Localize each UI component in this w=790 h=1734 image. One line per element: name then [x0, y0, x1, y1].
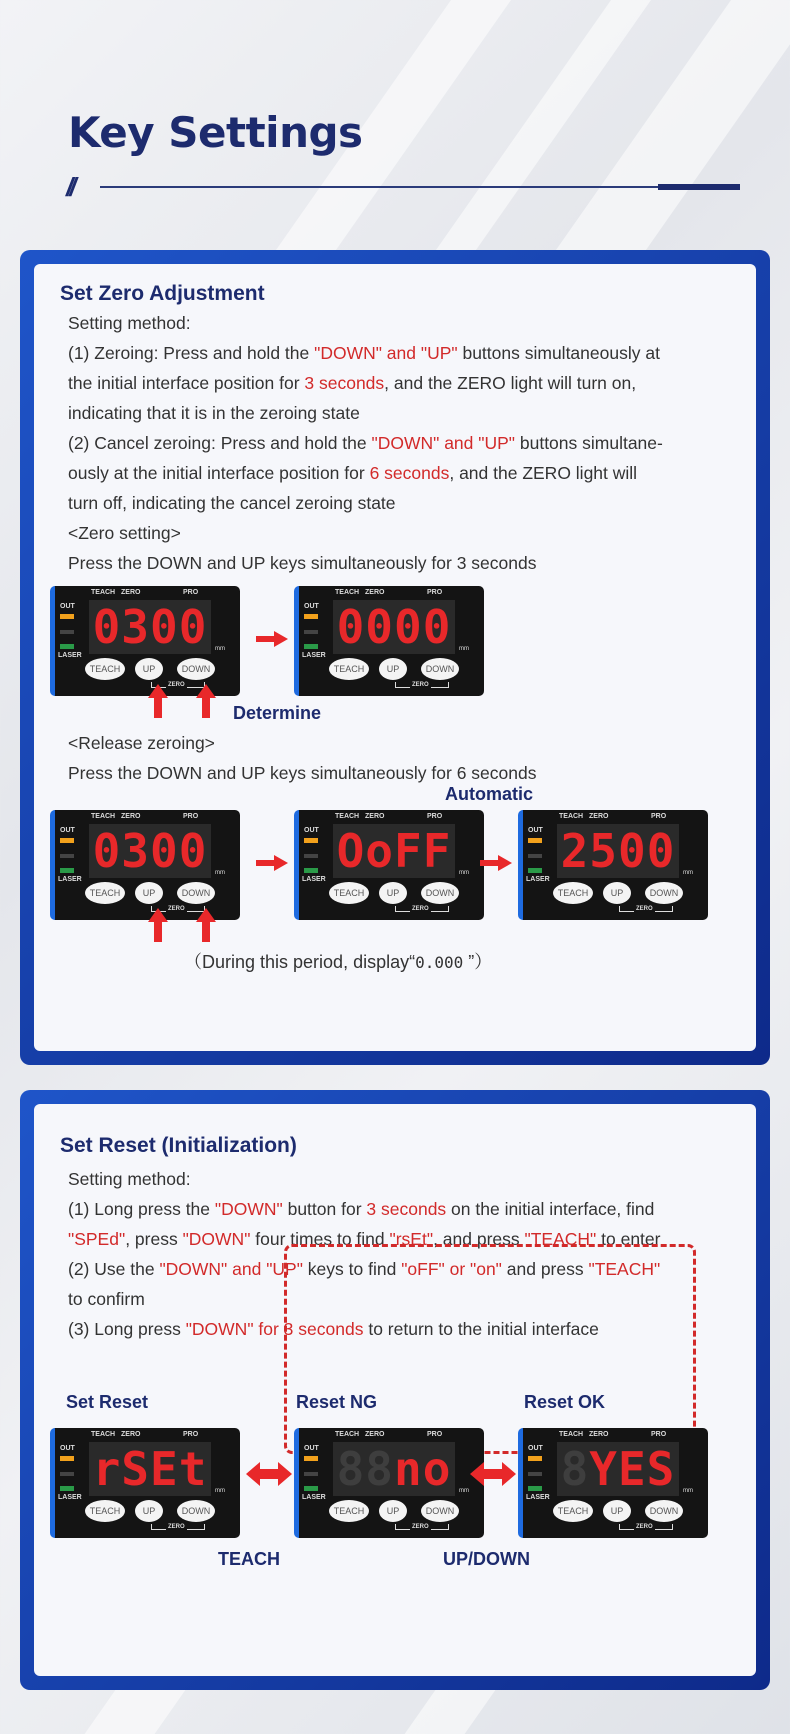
out-led: [60, 614, 74, 619]
right-arrow-icon: [256, 855, 288, 871]
laser-label: LASER: [58, 652, 82, 659]
updown-label: UP/DOWN: [443, 1549, 530, 1569]
display-digits: [557, 1442, 679, 1496]
zero-adjustment-card: [20, 250, 770, 1065]
lit-digits: no: [394, 1442, 452, 1496]
zero-indicator-label: ZERO: [121, 1431, 141, 1438]
title-divider: [100, 186, 740, 188]
teach-indicator-label: TEACH: [559, 1431, 584, 1438]
up-arrow-icon: [196, 908, 216, 942]
unlit-digits: 88: [336, 1442, 394, 1496]
title-slash-decoration: //: [66, 172, 73, 202]
device-panel: [518, 1428, 708, 1538]
up-arrow-icon: [148, 908, 168, 942]
display-screen: [333, 1442, 455, 1496]
laser-led: [60, 868, 74, 873]
out-label: OUT: [304, 827, 319, 834]
pro-indicator-label: PRO: [183, 589, 199, 596]
display-screen: [89, 1442, 211, 1496]
zero-combo-label: ZERO: [636, 906, 653, 912]
lit-digits: rSEt: [92, 1442, 208, 1496]
setting-method-text: Setting method: (1) Long press the "DOWN" button for 3 seconds on the initial interface, find "SPEd", press "DOWN" four times to find "rsEt", and press "TEACH" to enter (2) Use the "DOWN" and "UP" keys to find "oFF" or "on" and press "TEACH" to confirm (3) Long press "DOWN" for 3 seconds to return to the initial interface: [68, 1169, 661, 1339]
double-arrow-icon: [470, 1462, 516, 1486]
status-led: [528, 854, 542, 858]
right-arrow-icon: [256, 631, 288, 647]
display-screen: [89, 824, 211, 878]
unit-label: mm: [215, 1488, 225, 1494]
zero-combo-label: ZERO: [168, 906, 185, 912]
up-button[interactable]: UP: [135, 1500, 163, 1522]
down-button[interactable]: DOWN: [177, 658, 215, 680]
up-button[interactable]: UP: [135, 658, 163, 680]
zero-indicator-label: ZERO: [365, 589, 385, 596]
out-led: [304, 614, 318, 619]
teach-indicator-label: TEACH: [91, 1431, 116, 1438]
pro-indicator-label: PRO: [183, 813, 199, 820]
lit-digits: 0000: [336, 600, 452, 654]
zero-combo-label: ZERO: [412, 682, 429, 688]
out-led: [60, 838, 74, 843]
teach-button[interactable]: TEACH: [85, 658, 125, 680]
zero-combo-label: ZERO: [412, 1524, 429, 1530]
out-led: [528, 1456, 542, 1461]
up-button[interactable]: UP: [135, 882, 163, 904]
laser-label: LASER: [302, 876, 326, 883]
down-button[interactable]: DOWN: [645, 882, 683, 904]
lit-digits: OoFF: [336, 824, 452, 878]
unit-label: mm: [459, 1488, 469, 1494]
out-label: OUT: [60, 603, 75, 610]
setting-method-text: Setting method: (1) Zeroing: Press and hold the "DOWN" and "UP" buttons simultaneously at the initial interface position for 3 seconds, and the ZERO light will turn on, indicating that it is in the zeroing state (2) Cancel zeroing: Press and hold the "DOWN" and "UP" buttons simultane- ously at the initial interface position for 6 seconds, and the ZERO light will turn off, indicating the cancel zeroing state <Zero setting> Press the DOWN and UP keys simultaneously for 3 seconds: [68, 313, 663, 573]
zero-indicator-label: ZERO: [121, 813, 141, 820]
unit-label: mm: [215, 646, 225, 652]
display-screen: [333, 600, 455, 654]
determine-label: Determine: [233, 703, 322, 723]
up-button[interactable]: UP: [379, 658, 407, 680]
up-button[interactable]: UP: [379, 1500, 407, 1522]
display-digits: [557, 824, 679, 878]
reset-options-dashed-box: [284, 1244, 696, 1454]
laser-label: LASER: [526, 876, 550, 883]
device-panel: [50, 586, 240, 696]
out-label: OUT: [304, 603, 319, 610]
device-panel: [50, 1428, 240, 1538]
teach-button[interactable]: TEACH: [329, 658, 369, 680]
up-arrow-icon: [148, 684, 168, 718]
lit-digits: 2500: [560, 824, 676, 878]
down-button[interactable]: DOWN: [421, 658, 459, 680]
unit-label: mm: [683, 1488, 693, 1494]
up-button[interactable]: UP: [603, 882, 631, 904]
unit-label: mm: [459, 870, 469, 876]
pro-indicator-label: PRO: [427, 1431, 443, 1438]
zero-indicator-label: ZERO: [121, 589, 141, 596]
display-screen: [557, 1442, 679, 1496]
pro-indicator-label: PRO: [427, 813, 443, 820]
lit-digits: YES: [589, 1442, 676, 1496]
display-screen: [333, 824, 455, 878]
teach-button[interactable]: TEACH: [85, 882, 125, 904]
teach-indicator-label: TEACH: [335, 589, 360, 596]
laser-led: [528, 868, 542, 873]
out-label: OUT: [60, 1445, 75, 1452]
up-button[interactable]: UP: [379, 882, 407, 904]
out-label: OUT: [528, 1445, 543, 1452]
teach-button[interactable]: TEACH: [85, 1500, 125, 1522]
device-panel: [294, 1428, 484, 1538]
display-screen: [557, 824, 679, 878]
unit-label: mm: [683, 870, 693, 876]
reset-ok-label: Reset OK: [524, 1392, 606, 1412]
teach-button[interactable]: TEACH: [329, 882, 369, 904]
laser-led: [60, 1486, 74, 1491]
title-divider-accent: [658, 184, 740, 190]
out-led: [304, 1456, 318, 1461]
zero-indicator-label: ZERO: [589, 1431, 609, 1438]
page-title: Key Settings: [68, 108, 363, 157]
zero-combo-label: ZERO: [412, 906, 429, 912]
down-button[interactable]: DOWN: [177, 1500, 215, 1522]
down-button[interactable]: DOWN: [645, 1500, 683, 1522]
zero-indicator-label: ZERO: [365, 1431, 385, 1438]
status-led: [304, 630, 318, 634]
up-button[interactable]: UP: [603, 1500, 631, 1522]
display-digits: [89, 1442, 211, 1496]
display-note: （During this period, display“0.000 ”）: [184, 952, 493, 972]
laser-label: LASER: [302, 1494, 326, 1501]
laser-led: [304, 1486, 318, 1491]
teach-label: TEACH: [218, 1549, 280, 1569]
status-led: [304, 1472, 318, 1476]
laser-label: LASER: [526, 1494, 550, 1501]
down-button[interactable]: DOWN: [421, 1500, 459, 1522]
device-panel: [294, 586, 484, 696]
teach-indicator-label: TEACH: [559, 813, 584, 820]
zero-indicator-label: ZERO: [365, 813, 385, 820]
teach-indicator-label: TEACH: [91, 813, 116, 820]
pro-indicator-label: PRO: [183, 1431, 199, 1438]
out-led: [60, 1456, 74, 1461]
out-led: [528, 838, 542, 843]
status-led: [60, 630, 74, 634]
release-zeroing-text: <Release zeroing> Press the DOWN and UP keys simultaneously for 6 seconds: [68, 733, 537, 783]
out-label: OUT: [304, 1445, 319, 1452]
teach-indicator-label: TEACH: [335, 813, 360, 820]
zero-indicator-label: ZERO: [589, 813, 609, 820]
status-led: [60, 854, 74, 858]
right-arrow-icon: [480, 855, 512, 871]
device-panel: [50, 810, 240, 920]
pro-indicator-label: PRO: [651, 1431, 667, 1438]
display-digits: [333, 1442, 455, 1496]
out-label: OUT: [528, 827, 543, 834]
reset-ng-label: Reset NG: [296, 1392, 378, 1412]
pro-indicator-label: PRO: [651, 813, 667, 820]
display-screen: [89, 600, 211, 654]
laser-led: [304, 644, 318, 649]
unlit-digits: 8: [560, 1442, 590, 1496]
zero-combo-label: ZERO: [168, 1524, 185, 1530]
status-led: [60, 1472, 74, 1476]
laser-led: [304, 868, 318, 873]
unit-label: mm: [215, 870, 225, 876]
up-arrow-icon: [196, 684, 216, 718]
teach-indicator-label: TEACH: [335, 1431, 360, 1438]
unit-label: mm: [459, 646, 469, 652]
lit-digits: 0300: [92, 600, 208, 654]
pro-indicator-label: PRO: [427, 589, 443, 596]
double-arrow-icon: [246, 1462, 292, 1486]
automatic-label: Automatic: [445, 784, 534, 804]
set-reset-label: Set Reset: [66, 1392, 149, 1412]
laser-led: [60, 644, 74, 649]
laser-label: LASER: [302, 652, 326, 659]
device-panel: [518, 810, 708, 920]
out-label: OUT: [60, 827, 75, 834]
down-button[interactable]: DOWN: [177, 882, 215, 904]
status-led: [528, 1472, 542, 1476]
section-title: Set Zero Adjustment: [60, 282, 265, 305]
display-digits: [89, 824, 211, 878]
section-title: Set Reset (Initialization): [60, 1134, 297, 1157]
display-digits: [89, 600, 211, 654]
status-led: [304, 854, 318, 858]
teach-button[interactable]: TEACH: [553, 882, 593, 904]
laser-led: [528, 1486, 542, 1491]
display-digits: [333, 600, 455, 654]
zero-combo-label: ZERO: [168, 682, 185, 688]
lit-digits: 0300: [92, 824, 208, 878]
laser-label: LASER: [58, 1494, 82, 1501]
display-digits: [333, 824, 455, 878]
device-panel: [294, 810, 484, 920]
teach-indicator-label: TEACH: [91, 589, 116, 596]
down-button[interactable]: DOWN: [421, 882, 459, 904]
laser-label: LASER: [58, 876, 82, 883]
out-led: [304, 838, 318, 843]
teach-button[interactable]: TEACH: [553, 1500, 593, 1522]
teach-button[interactable]: TEACH: [329, 1500, 369, 1522]
reset-card: [20, 1090, 770, 1690]
zero-combo-label: ZERO: [636, 1524, 653, 1530]
